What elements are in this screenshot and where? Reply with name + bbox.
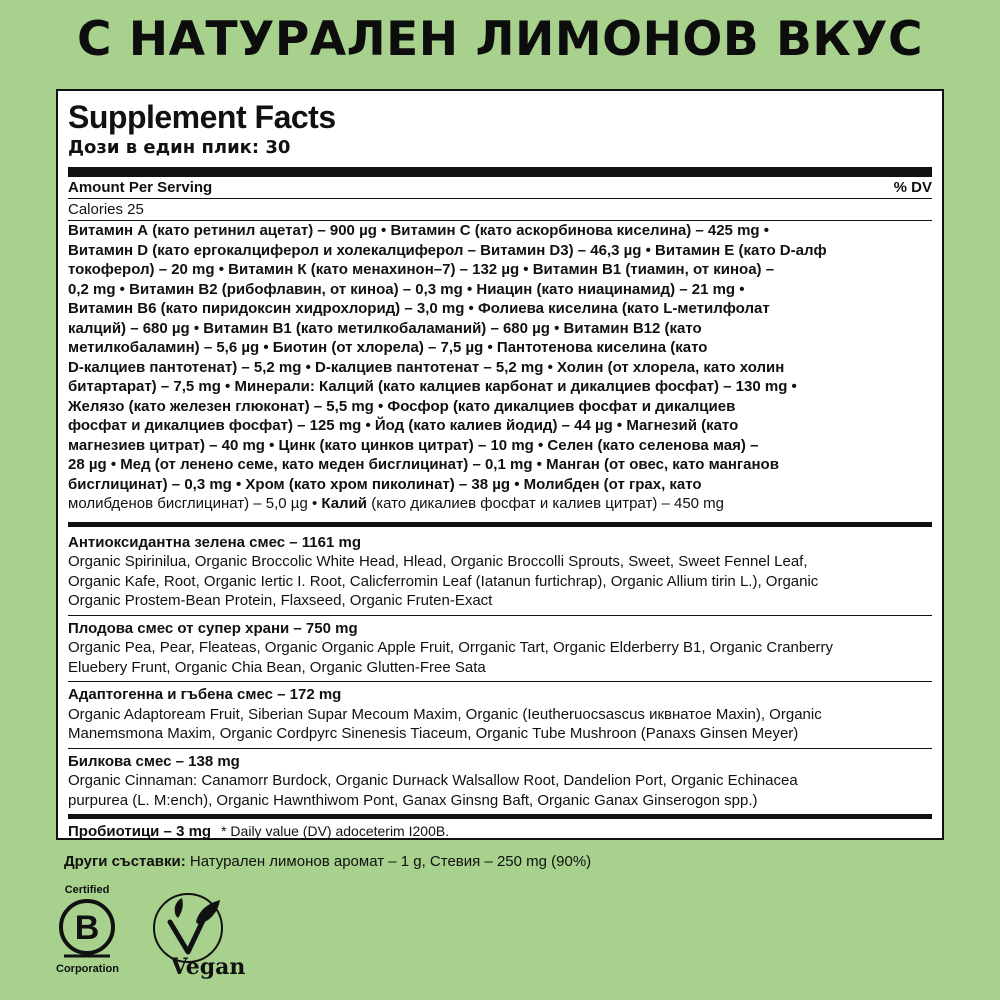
nutrient-list	[68, 221, 932, 514]
blend-title: Адаптогенна и гъбена смес – 172 mg	[68, 686, 342, 703]
blend-line: Manemsmona Maxim, Organic Cordpyrc Sinenesis Tiaceum, Organic Tube Mushroon (Panaxs Ginsen Meyer)	[68, 725, 799, 742]
blend-title: Антиоксидантна зелена смес – 1161 mg	[68, 533, 361, 551]
amount-header-row	[68, 177, 932, 198]
other-ingredients	[64, 852, 944, 872]
headline: С НАТУРАЛЕН ЛИМОНОВ ВКУС	[76, 12, 924, 67]
nutrient-line: Витамин А (като ретинил ацетат) – 900 µg • Витамин С (като аскорбинова киселина) – 425 mg •	[68, 222, 769, 239]
amount-per-serving-label: Amount Per Serving	[68, 179, 213, 196]
certified-b-corp-logo	[56, 884, 118, 980]
calories: Calories 25	[68, 201, 144, 218]
blend-herbal	[68, 749, 932, 815]
nutrient-last-part3: (като дикалиев фосфат и калиев цитрат) – 450 mg	[367, 495, 725, 512]
nutrient-line-last	[68, 494, 932, 514]
blend-line: purpurea (L. M:ench), Organic Hawnthiwom Pont, Ganax Ginsng Baft, Organic Ganax Ginserogon spp.)	[68, 791, 758, 809]
nutrient-line: 0,2 mg • Витамин В2 (рибофлавин, от киноа) – 0,3 mg • Ниацин (като ниацинамид) – 21 mg •	[68, 280, 745, 298]
nutrient-line: D-калциев пантотенат) – 5,2 mg • D-калциев пантотенат – 5,2 mg • Холин (от хлорела, като холин	[68, 358, 785, 376]
nutrient-last-part2: Калий	[321, 495, 368, 512]
nutrient-line: 28 µg • Мед (от ленено семе, като меден бисглицинат) – 0,1 mg • Манган (от овес, като манганов	[68, 456, 779, 473]
nutrient-line: калций) – 680 µg • Витамин В1 (като метилкобаламаний) – 680 µg • Витамин В12 (като	[68, 319, 702, 337]
vegan-leaf-icon	[148, 892, 252, 982]
blend-line: Organic Kafe, Root, Organic Iertic I. Root, Calicferromin Leaf (Iatanun furtichrap), Organic Allium tirin L.), Organic	[68, 572, 819, 590]
blend-superfood-fruit	[68, 616, 932, 682]
blend-title: Плодова смес от супер храни – 750 mg	[68, 619, 358, 637]
vegan-logo	[148, 892, 252, 982]
bcorp-letter: B	[74, 909, 100, 947]
nutrient-line: Желязо (като железен глюконат) – 5,5 mg • Фосфор (като дикалциев фосфат и дикалциев	[68, 397, 736, 415]
facts-title: Supplement Facts	[68, 99, 336, 135]
blend-line: Eluebery Frunt, Organic Chia Bean, Organic Glutten-Free Sata	[68, 658, 486, 676]
dv-header: % DV	[893, 179, 932, 196]
nutrient-line: бисглицинат) – 0,3 mg • Хром (като хром пиколинат) – 38 µg • Молибден (от грах, като	[68, 475, 702, 493]
supplement-facts-panel	[56, 89, 944, 840]
blend-adaptogen-mushroom	[68, 682, 932, 748]
nutrient-line: фосфат и дикалциев фосфат) – 125 mg • Йод (като калиев йодид) – 44 µg • Магнезий (като	[68, 417, 739, 434]
blend-title: Билкова смес – 138 mg	[68, 752, 240, 770]
other-ingredients-label: Други съставки:	[64, 853, 186, 870]
vegan-text: Vegan	[170, 954, 246, 980]
bcorp-top-text: Certified	[64, 884, 110, 896]
nutrient-line: магнезиев цитрат) – 40 mg • Цинк (като цинков цитрат) – 10 mg • Селен (като селенова мая) –	[68, 436, 759, 454]
bcorp-bottom-text: Corporation	[56, 963, 119, 975]
nutrient-line: Витамин В6 (като пиридоксин хидрохлорид) – 3,0 mg • Фолиева киселина (като L-метилфолат	[68, 300, 770, 317]
nutrient-line: Витамин D (като ергокалциферол и холекалциферол – Витамин D3) – 46,3 µg • Витамин Е (като D-алф	[68, 241, 827, 259]
other-ingredients-text: Натурален лимонов аромат – 1 g, Стевия – 250 mg (90%)	[185, 853, 592, 870]
daily-value-note: * Daily value (DV) adoceterim I200B.	[221, 823, 450, 839]
probiotics-label: Пробиотици – 3 mg	[68, 823, 212, 840]
nutrient-line: битартарат) – 7,5 mg • Минерали: Калций (като калциев карбонат и дикалциев фосфат) – 130 mg •	[68, 378, 797, 395]
nutrient-line: метилкобаламин) – 5,6 µg • Биотин (от хлорела) – 7,5 µg • Пантотенова киселина (като	[68, 339, 708, 356]
blend-line: Organic Spirinilua, Organic Broccolic White Head, Hlead, Organic Broccolli Sprouts, Sweet, Sweet Fennel Leaf,	[68, 553, 808, 570]
servings-per-container: Дози в един плик: 30	[68, 137, 291, 158]
nutrient-last-part1: молибденов бисглицинат) – 5,0 µg •	[68, 495, 322, 512]
nutrient-line: токоферол) – 20 mg • Витамин К (като менахинон–7) – 132 µg • Витамин В1 (тиамин, от киноа) –	[68, 261, 775, 278]
thick-divider	[68, 167, 932, 177]
blend-line: Organic Adaptoream Fruit, Siberian Supar Mecoum Maxim, Organic (Ieutheruocsascus иквнатое Maxin), Organic	[68, 705, 822, 723]
blend-antioxidant	[68, 527, 932, 615]
probiotics-row	[68, 819, 932, 840]
blend-line: Organic Cinnaman: Canamorr Burdock, Organic Durнack Walsallow Root, Dandelion Port, Organic Echinacea	[68, 772, 798, 789]
b-corp-icon	[56, 896, 118, 958]
blend-line: Organic Pea, Pear, Fleateas, Organic Organic Apple Fruit, Orrganic Tart, Organic Elderberry B1, Organic Cranberry	[68, 639, 834, 656]
blend-line: Organic Prostem-Bean Protein, Flaxseed, Organic Fruten-Exact	[68, 592, 493, 609]
